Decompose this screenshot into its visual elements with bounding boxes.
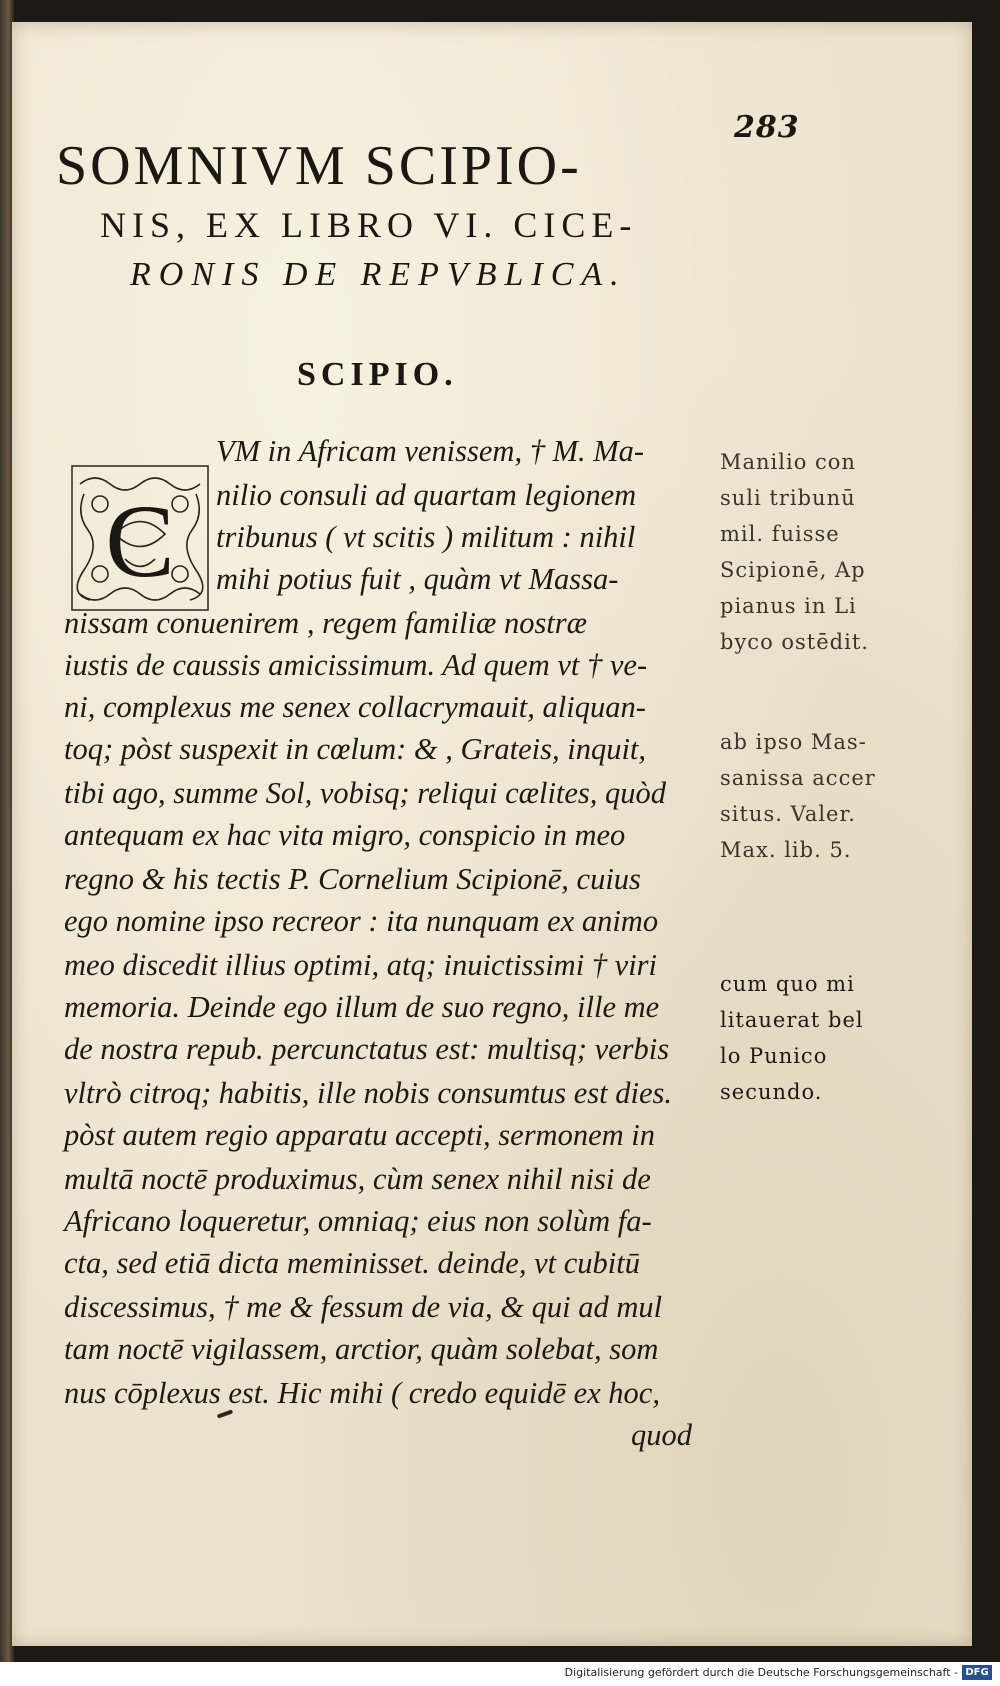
margin-note-line: lo Punico [720, 1044, 828, 1068]
margin-note-line: ab ipso Mas- [720, 730, 867, 754]
margin-note-line: situs. Valer. [720, 802, 856, 826]
body-line: regno & his tectis P. Cornelium Scipionē, cuius [64, 862, 641, 896]
body-line: vltrò citroq; habitis, ille nobis consumtus est dies. [64, 1076, 672, 1110]
margin-note-line: Scipionē, Ap [720, 558, 866, 582]
body-line: Africano loqueretur, omniaq; eius non solùm fa- [64, 1204, 652, 1238]
margin-note-line: mil. fuisse [720, 522, 840, 546]
margin-note-line: Manilio con [720, 450, 856, 474]
body-line: multā noctē produximus, cùm senex nihil nisi de [64, 1162, 651, 1196]
body-line: meo discedit illius optimi, atq; inuictissimi † viri [64, 948, 658, 982]
body-line: de nostra repub. percunctatus est: multisq; verbis [64, 1032, 670, 1066]
body-line: discessimus, † me & fessum de via, & qui ad mul [64, 1290, 663, 1324]
body-line: nissam conuenirem , regem familiæ nostræ [64, 606, 587, 640]
body-line: VM in Africam venissem, † M. Ma- [216, 434, 645, 468]
footer-credit: Digitalisierung gefördert durch die Deutsche Forschungsgemeinschaft - [564, 1666, 958, 1679]
body-line: tam noctē vigilassem, arctior, quàm solebat, som [64, 1332, 659, 1366]
body-line: toq; pòst suspexit in cœlum: & , Grateis, inquit, [64, 732, 647, 766]
body-line: ni, complexus me senex collacrymauit, aliquan- [64, 690, 646, 724]
body-line: iustis de caussis amicissimum. Ad quem vt † ve- [64, 648, 648, 682]
page-number: 283 [734, 110, 800, 145]
ornamental-initial-icon [70, 464, 210, 612]
title-line-2: NIS, EX LIBRO VI. CICE- [100, 205, 638, 245]
body-line: pòst autem regio apparatu accepti, sermonem in [64, 1118, 655, 1152]
margin-note-line: secundo. [720, 1080, 823, 1104]
margin-note-line: suli tribunū [720, 486, 856, 510]
body-line: tibi ago, summe Sol, vobisq; reliqui cælites, quòd [64, 776, 667, 810]
margin-note-line: pianus in Li [720, 594, 857, 618]
title-line-1: SOMNIVM SCIPIO- [56, 135, 582, 197]
body-line: nus cōplexus est. Hic mihi ( credo equidē ex hoc, [64, 1376, 660, 1410]
margin-note-line: litauerat bel [720, 1008, 864, 1032]
margin-note-line: cum quo mi [720, 972, 855, 996]
dfg-logo: DFG [962, 1665, 992, 1680]
catchword: quod [631, 1418, 692, 1452]
book-page [12, 22, 972, 1646]
body-line: memoria. Deinde ego illum de suo regno, ille me [64, 990, 660, 1024]
body-line: ego nomine ipso recreor : ita nunquam ex animo [64, 904, 659, 938]
margin-note-line: sanissa accer [720, 766, 876, 790]
drop-initial-letter: C [105, 484, 175, 599]
title-line-3: RONIS DE REPVBLICA. [130, 256, 627, 293]
section-heading: SCIPIO. [297, 356, 458, 393]
ink-mark [217, 1409, 233, 1418]
body-line: antequam ex hac vita migro, conspicio in meo [64, 818, 626, 852]
margin-note-line: Max. lib. 5. [720, 838, 852, 862]
margin-note-line: byco ostēdit. [720, 630, 869, 654]
body-line: nilio consuli ad quartam legionem [216, 478, 637, 512]
body-line: mihi potius fuit , quàm vt Massa- [216, 562, 619, 596]
body-line: cta, sed etiā dicta meminisset. deinde, vt cubitū [64, 1246, 640, 1280]
body-line: tribunus ( vt scitis ) militum : nihil [216, 520, 636, 554]
